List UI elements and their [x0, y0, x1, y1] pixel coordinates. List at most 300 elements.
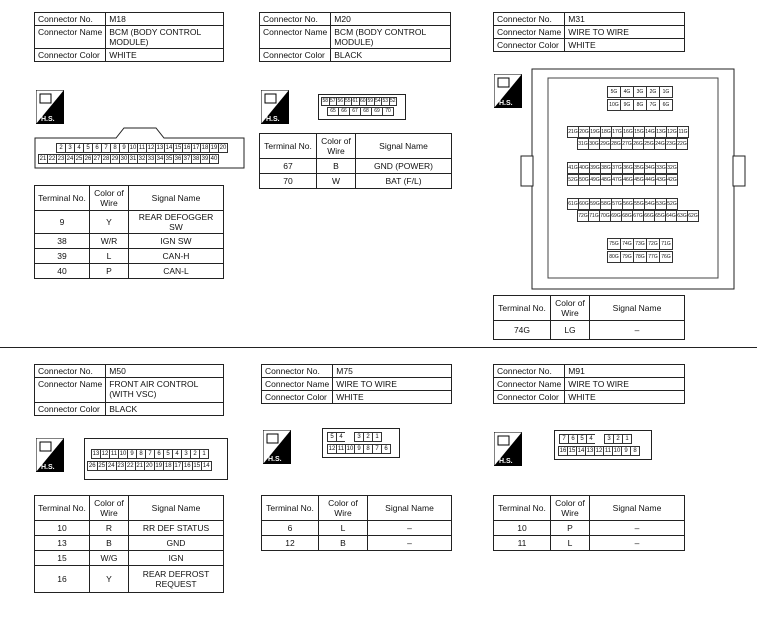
- connector-pin: 7G: [646, 99, 660, 111]
- connector-pin: 33G: [655, 162, 667, 174]
- connector-pin: 52G: [666, 198, 678, 210]
- m31-pin-row: [567, 198, 677, 210]
- connector-color-value: WHITE: [565, 39, 685, 52]
- connector-pin: 29G: [599, 138, 611, 150]
- table-row: 16 Y REAR DEFROST REQUEST: [35, 566, 224, 593]
- connector-pin: 79G: [620, 251, 634, 263]
- connector-face-m18: [34, 124, 244, 168]
- connector-pin: 6: [381, 444, 391, 454]
- connector-pin: 28G: [610, 138, 622, 150]
- harness-side-icon: [494, 74, 522, 108]
- connector-pin: 7: [145, 449, 155, 459]
- connector-pin: 12: [328, 446, 336, 452]
- connector-pin: 35G: [633, 162, 645, 174]
- connector-pin: 3G: [633, 86, 647, 98]
- connector-color-value: WHITE: [565, 391, 685, 404]
- connector-pin: 16: [559, 448, 567, 454]
- connector-pin: 6: [92, 143, 102, 153]
- connector-pin: 17G: [611, 126, 623, 138]
- connector-pin: 7: [372, 444, 382, 454]
- connector-pin: 15: [568, 448, 576, 454]
- connector-no-label: Connector No.: [35, 13, 106, 26]
- connector-pin: 43G: [655, 174, 667, 186]
- svg-text:H.S.: H.S.: [266, 116, 280, 123]
- svg-text:H.S.: H.S.: [41, 116, 55, 123]
- connector-pin: 75G: [607, 238, 621, 250]
- connector-pin: 35: [165, 156, 173, 162]
- connector-pin: 23: [117, 463, 125, 469]
- terminal-no-header: Terminal No.: [35, 186, 90, 211]
- m20-pin-row-bottom: [327, 107, 393, 116]
- connector-pin: 17: [174, 463, 182, 469]
- connector-pin: 58: [322, 98, 329, 104]
- connector-no-value: M91: [565, 365, 685, 378]
- connector-color-value: WHITE: [333, 391, 452, 404]
- connector-pin: 12: [101, 451, 109, 457]
- connector-pin: 9G: [620, 99, 634, 111]
- m31-pin-row: [577, 138, 687, 150]
- connector-pin: 38: [192, 156, 200, 162]
- connector-pin: 67G: [632, 210, 644, 222]
- wire-color-header: Color of Wire: [317, 134, 356, 159]
- connector-pin: 24: [107, 463, 115, 469]
- connector-pin: 4: [172, 449, 182, 459]
- m50-pin-row-bottom: [87, 461, 211, 471]
- connector-pin: 16: [183, 463, 191, 469]
- connector-no-label: Connector No.: [260, 13, 331, 26]
- connector-pin: 53: [382, 98, 389, 104]
- connector-pin: 5: [577, 434, 587, 444]
- connector-color-label: Connector Color: [262, 391, 333, 404]
- m31-pin-row: [607, 86, 672, 98]
- connector-pin: 69: [371, 107, 383, 116]
- m31-pin-row: [577, 210, 698, 222]
- terminal-no-header: Terminal No.: [494, 296, 551, 321]
- connector-pin: 15: [174, 145, 182, 151]
- signal-name-header: Signal Name: [590, 296, 685, 321]
- connector-pin: 20G: [578, 126, 590, 138]
- connector-pin: 19: [210, 145, 218, 151]
- connector-pin: 56G: [622, 198, 634, 210]
- connector-pin: 34G: [644, 162, 656, 174]
- connector-pin: 2: [363, 432, 373, 442]
- connector-no-value: M75: [333, 365, 452, 378]
- connector-pin: 50G: [578, 174, 590, 186]
- harness-side-icon: [36, 438, 64, 472]
- connector-pin: 1G: [659, 86, 673, 98]
- connector-pin: 72G: [577, 210, 589, 222]
- connector-pin: 3: [65, 143, 75, 153]
- terminal-table-m31: [493, 295, 685, 340]
- connector-pin: 63G: [676, 210, 688, 222]
- m18-pin-row-bottom: [38, 154, 218, 164]
- connector-pin: 13: [156, 145, 164, 151]
- connector-pin: 57: [329, 98, 336, 104]
- connector-no-label: Connector No.: [494, 13, 565, 26]
- connector-pin: 54: [374, 98, 381, 104]
- connector-pin: 4G: [620, 86, 634, 98]
- connector-pin: 40: [210, 156, 218, 162]
- connector-pin: 71G: [588, 210, 600, 222]
- connector-pin: 60G: [578, 198, 590, 210]
- connector-pin: 69G: [610, 210, 622, 222]
- connector-pin: 18: [164, 463, 172, 469]
- connector-name-label: Connector Name: [494, 378, 565, 391]
- connector-pin: 8G: [633, 99, 647, 111]
- table-row: 38 W/R IGN SW: [35, 234, 224, 249]
- connector-pin: 60: [359, 98, 366, 104]
- table-row: 6 L –: [262, 521, 452, 536]
- table-row: 74G LG –: [494, 321, 685, 340]
- section-divider: [0, 347, 757, 348]
- connector-pin: 24G: [654, 138, 666, 150]
- connector-pin: 8: [110, 143, 120, 153]
- connector-pin: 25: [75, 156, 83, 162]
- connector-pin: 19: [155, 463, 163, 469]
- connector-pin: 49G: [589, 174, 601, 186]
- connector-pin: 12G: [666, 126, 678, 138]
- connector-pin: 44G: [644, 174, 656, 186]
- connector-pin: 11: [604, 448, 612, 454]
- connector-pin: 4: [586, 434, 596, 444]
- connector-no-label: Connector No.: [494, 365, 565, 378]
- m20-pin-row-top: [321, 97, 396, 106]
- svg-text:H.S.: H.S.: [499, 458, 513, 465]
- table-row: 10 R RR DEF STATUS: [35, 521, 224, 536]
- wire-color-header: Color of Wire: [90, 186, 129, 211]
- m18-pin-row-top: [38, 143, 227, 153]
- connector-pin: 22G: [676, 138, 688, 150]
- connector-pin: 13: [92, 451, 100, 457]
- connector-info-m75: [261, 364, 452, 404]
- connector-pin: 65: [327, 107, 339, 116]
- connector-pin: 10: [119, 451, 127, 457]
- connector-pin: 16: [183, 145, 191, 151]
- connector-pin: 34: [156, 156, 164, 162]
- terminal-table-m91: [493, 495, 685, 551]
- svg-text:H.S.: H.S.: [268, 456, 282, 463]
- connector-pin: 17: [192, 145, 200, 151]
- m50-pin-row-top: [91, 449, 208, 459]
- connector-pin: 70G: [599, 210, 611, 222]
- connector-pin: 72G: [646, 238, 660, 250]
- connector-no-value: M31: [565, 13, 685, 26]
- connector-pin: 3: [354, 432, 364, 442]
- connector-pin: 22: [48, 156, 56, 162]
- signal-name-header: Signal Name: [129, 496, 224, 521]
- connector-no-value: M18: [106, 13, 224, 26]
- connector-pin: 67: [349, 107, 361, 116]
- connector-pin: 7: [101, 143, 111, 153]
- connector-name-value: WIRE TO WIRE: [333, 378, 452, 391]
- m31-pin-row: [567, 126, 688, 138]
- m31-pin-row: [607, 251, 672, 263]
- connector-pin: 37: [183, 156, 191, 162]
- connector-pin: 30G: [588, 138, 600, 150]
- connector-pin: 56: [337, 98, 344, 104]
- connector-pin: 37G: [611, 162, 623, 174]
- connector-pin: 8: [630, 446, 640, 456]
- connector-pin: 48G: [600, 174, 612, 186]
- svg-text:H.S.: H.S.: [499, 100, 513, 107]
- connector-pin: 12: [595, 448, 603, 454]
- table-row: 15 W/G IGN: [35, 551, 224, 566]
- connector-name-label: Connector Name: [260, 26, 331, 49]
- m31-pin-row: [567, 174, 677, 186]
- connector-pin: 61: [352, 98, 359, 104]
- svg-text:H.S.: H.S.: [41, 464, 55, 471]
- connector-pin: 73G: [633, 238, 647, 250]
- connector-pin: 47G: [611, 174, 623, 186]
- connector-pin: 15: [193, 463, 201, 469]
- connector-pin: 1: [199, 449, 209, 459]
- connector-pin: 6: [568, 434, 578, 444]
- connector-info-m18: [34, 12, 224, 62]
- connector-pin: 13: [586, 448, 594, 454]
- connector-pin: 76G: [659, 251, 673, 263]
- connector-pin: 30: [120, 156, 128, 162]
- connector-pin: 54G: [644, 198, 656, 210]
- connector-no-value: M50: [106, 365, 224, 378]
- connector-pin: 9: [127, 449, 137, 459]
- connector-pin: 10G: [607, 99, 621, 111]
- table-row: 70 W BAT (F/L): [260, 174, 452, 189]
- connector-pin: 77G: [646, 251, 660, 263]
- m31-pin-row: [567, 162, 677, 174]
- connector-pin: 25G: [643, 138, 655, 150]
- connector-pin: 42G: [666, 174, 678, 186]
- connector-pin: 2: [190, 449, 200, 459]
- connector-info-m91: [493, 364, 685, 404]
- connector-color-value: WHITE: [106, 49, 224, 62]
- connector-color-value: BLACK: [331, 49, 451, 62]
- connector-pin: 5: [163, 449, 173, 459]
- terminal-table-m75: [261, 495, 452, 551]
- connector-pin: 27: [93, 156, 101, 162]
- connector-pin: 3: [604, 434, 614, 444]
- connector-pin: 25: [98, 463, 106, 469]
- connector-pin: 8: [363, 444, 373, 454]
- connector-pin: 6G: [659, 99, 673, 111]
- connector-pin: 9: [119, 143, 129, 153]
- harness-side-icon: [36, 90, 64, 124]
- connector-pin: 40G: [578, 162, 590, 174]
- connector-pin: 26G: [632, 138, 644, 150]
- connector-pin: 36G: [622, 162, 634, 174]
- connector-pin: 20: [219, 145, 227, 151]
- connector-pin: 29: [111, 156, 119, 162]
- terminal-no-header: Terminal No.: [494, 496, 551, 521]
- connector-pin: 2: [56, 143, 66, 153]
- terminal-table-m50: [34, 495, 224, 593]
- m31-pin-row: [607, 99, 672, 111]
- connector-pin: 26: [84, 156, 92, 162]
- connector-pin: 19G: [589, 126, 601, 138]
- connector-pin: 23: [57, 156, 65, 162]
- connector-pin: 39G: [589, 162, 601, 174]
- connector-no-label: Connector No.: [262, 365, 333, 378]
- connector-pin: 64G: [665, 210, 677, 222]
- signal-name-header: Signal Name: [129, 186, 224, 211]
- connector-name-label: Connector Name: [262, 378, 333, 391]
- connector-name-value: BCM (BODY CONTROL MODULE): [106, 26, 224, 49]
- wire-color-header: Color of Wire: [551, 496, 590, 521]
- connector-pin: 39: [201, 156, 209, 162]
- connector-pin: 22: [126, 463, 134, 469]
- connector-pin: 38G: [600, 162, 612, 174]
- connector-pin: 41G: [567, 162, 579, 174]
- connector-pin: 52G: [567, 174, 579, 186]
- connector-pin: 62G: [687, 210, 699, 222]
- connector-pin: 68: [360, 107, 372, 116]
- connector-pin: 58G: [600, 198, 612, 210]
- connector-pin: 9: [621, 446, 631, 456]
- connector-pin: 68G: [621, 210, 633, 222]
- connector-no-value: M20: [331, 13, 451, 26]
- connector-info-m50: [34, 364, 224, 416]
- connector-pin: 33: [147, 156, 155, 162]
- connector-pin: 4: [74, 143, 84, 153]
- connector-pin: 27G: [621, 138, 633, 150]
- connector-name-value: BCM (BODY CONTROL MODULE): [331, 26, 451, 49]
- table-row: 9 Y REAR DEFOGGER SW: [35, 211, 224, 234]
- connector-pin: 12: [147, 145, 155, 151]
- connector-pin: 8: [136, 449, 146, 459]
- connector-pin: 13G: [655, 126, 667, 138]
- connector-pin: 31G: [577, 138, 589, 150]
- connector-pin: 4: [336, 432, 346, 442]
- connector-pin: 10: [129, 145, 137, 151]
- table-row: 13 B GND: [35, 536, 224, 551]
- m91-pin-row-top: [559, 434, 631, 444]
- connector-pin: 66: [338, 107, 350, 116]
- harness-side-icon: [261, 90, 289, 124]
- connector-pin: 11: [138, 145, 146, 151]
- harness-side-icon: [263, 430, 291, 464]
- connector-face-m91: [554, 430, 652, 460]
- table-row: 10 P –: [494, 521, 685, 536]
- terminal-table-m18: [34, 185, 224, 279]
- connector-info-m31: [493, 12, 685, 52]
- connector-pin: 59G: [589, 198, 601, 210]
- connector-pin: 80G: [607, 251, 621, 263]
- connector-color-label: Connector Color: [494, 39, 565, 52]
- connector-pin: 5: [327, 432, 337, 442]
- connector-pin: 2: [613, 434, 623, 444]
- connector-pin: 26: [88, 463, 96, 469]
- connector-face-m75: [322, 428, 400, 458]
- connector-face-m20: [318, 94, 406, 120]
- connector-face-m31: [520, 68, 746, 290]
- connector-pin: 32G: [666, 162, 678, 174]
- connector-pin: 71G: [659, 238, 673, 250]
- connector-color-label: Connector Color: [35, 403, 106, 416]
- connector-pin: 70: [382, 107, 394, 116]
- terminal-table-m20: [259, 133, 452, 189]
- wire-color-header: Color of Wire: [90, 496, 129, 521]
- connector-no-label: Connector No.: [35, 365, 106, 378]
- connector-pin: 6: [154, 449, 164, 459]
- connector-pin: 20: [145, 463, 153, 469]
- connector-pin: 16G: [622, 126, 634, 138]
- connector-pin: 78G: [633, 251, 647, 263]
- terminal-no-header: Terminal No.: [35, 496, 90, 521]
- connector-pin: 55G: [633, 198, 645, 210]
- connector-pin: 23G: [665, 138, 677, 150]
- connector-pin: 14: [202, 463, 210, 469]
- signal-name-header: Signal Name: [368, 496, 452, 521]
- connector-pin: 52: [389, 98, 396, 104]
- m75-pin-row-top: [327, 432, 381, 442]
- table-row: 12 B –: [262, 536, 452, 551]
- connector-color-label: Connector Color: [260, 49, 331, 62]
- connector-name-value: WIRE TO WIRE: [565, 26, 685, 39]
- connector-pin: 1: [372, 432, 382, 442]
- connector-pin: 7: [559, 434, 569, 444]
- connector-pin: 28: [102, 156, 110, 162]
- connector-pin: 18: [201, 145, 209, 151]
- signal-name-header: Signal Name: [590, 496, 685, 521]
- connector-pin: 5: [83, 143, 93, 153]
- m31-pin-row: [607, 238, 672, 250]
- connector-pin: 57G: [611, 198, 623, 210]
- table-row: 40 P CAN-L: [35, 264, 224, 279]
- connector-pin: 24: [66, 156, 74, 162]
- connector-pin: 11: [110, 451, 118, 457]
- table-row: 39 L CAN-H: [35, 249, 224, 264]
- connector-pin: 74G: [620, 238, 634, 250]
- connector-pin: 2G: [646, 86, 660, 98]
- table-row: 11 L –: [494, 536, 685, 551]
- connector-pin: 45G: [633, 174, 645, 186]
- connector-name-label: Connector Name: [35, 378, 106, 403]
- connector-pin: 14: [165, 145, 173, 151]
- connector-pin: 10: [613, 448, 621, 454]
- connector-pin: 59: [367, 98, 374, 104]
- connector-pin: 65G: [654, 210, 666, 222]
- m75-pin-row-bottom: [327, 444, 390, 454]
- connector-pin: 15G: [633, 126, 645, 138]
- terminal-no-header: Terminal No.: [262, 496, 319, 521]
- connector-pin: 55: [344, 98, 351, 104]
- connector-pin: 9: [354, 444, 364, 454]
- connector-pin: 21: [136, 463, 144, 469]
- connector-pin: 31: [129, 156, 137, 162]
- connector-pin: 46G: [622, 174, 634, 186]
- connector-name-value: FRONT AIR CONTROL (WITH VSC): [106, 378, 224, 403]
- wire-color-header: Color of Wire: [319, 496, 368, 521]
- signal-name-header: Signal Name: [356, 134, 452, 159]
- connector-pin: 32: [138, 156, 146, 162]
- connector-pin: 14G: [644, 126, 656, 138]
- connector-pin: 14: [577, 448, 585, 454]
- m91-pin-row-bottom: [558, 446, 639, 456]
- table-row: 67 B GND (POWER): [260, 159, 452, 174]
- connector-pin: 1: [622, 434, 632, 444]
- connector-pin: 11: [337, 446, 345, 452]
- connector-pin: 10: [346, 446, 354, 452]
- connector-pin: 66G: [643, 210, 655, 222]
- connector-pin: 18G: [600, 126, 612, 138]
- connector-pin: 11G: [677, 126, 689, 138]
- connector-pin: 3: [181, 449, 191, 459]
- connector-pin: 21: [39, 156, 47, 162]
- connector-pin: 53G: [655, 198, 667, 210]
- connector-color-label: Connector Color: [35, 49, 106, 62]
- connector-face-m50: [84, 438, 228, 480]
- connector-name-label: Connector Name: [494, 26, 565, 39]
- connector-color-value: BLACK: [106, 403, 224, 416]
